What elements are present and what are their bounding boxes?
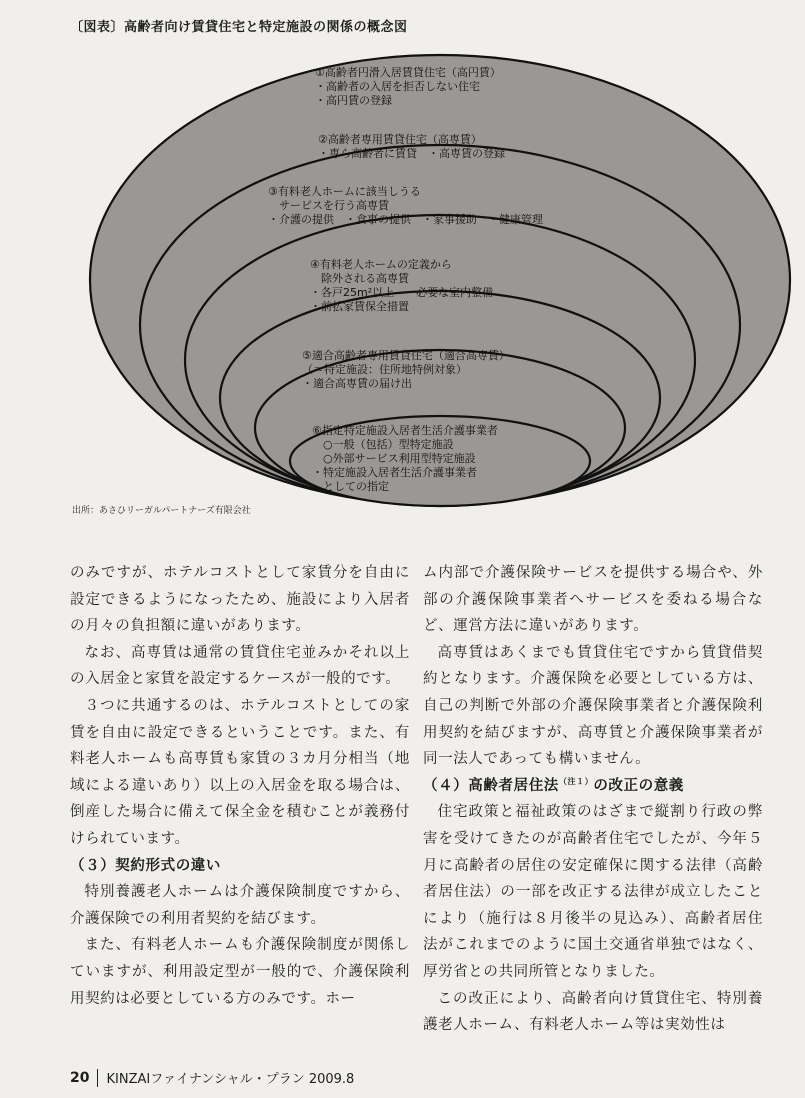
- body-paragraph: ３つに共通するのは、ホテルコストとしての家賃を自由に設定できるということです。また、有料老人ホームも高専賃も家賃の３カ月分相当（地域による違いあり）以上の入居金を取る場合は、倒産した場合に備えて保全金を積むことが義務付けられています。: [70, 697, 410, 847]
- body-paragraph: この改正により、高齢者向け賃貸住宅、特別養護老人ホーム、有料老人ホーム等は実効性は: [423, 990, 763, 1034]
- body-paragraph: のみですが、ホテルコストとして家賃分を自由に設定できるようになったため、施設により入居者の月々の負担額に違いがあります。: [70, 565, 410, 635]
- figure-source: 出所：あさひリーガルパートナーズ有限会社: [72, 506, 251, 516]
- page-footer: [70, 1068, 354, 1087]
- ring-2-label: ②高齢者専用賃貸住宅（高専賃） ・専ら高齢者に賃貸 ・高専賃の登録: [318, 133, 505, 160]
- page-number: 20: [70, 1069, 90, 1086]
- section-heading: [70, 853, 410, 880]
- body-paragraph: なお、高専賃は通常の賃貸住宅並みかそれ以上の入居金と家賃を設定するケースが一般的です。: [70, 644, 410, 688]
- body-paragraph: 高専賃はあくまでも賃貸住宅ですから賃貸借契約となります。介護保険を必要としている方は、自己の判断で外部の介護保険事業者と介護保険利用契約を結びますが、高専賃と介護保険事業者が同一法人であっても構いません。: [423, 644, 763, 768]
- left-column: [70, 560, 410, 1012]
- body-paragraph: 住宅政策と福祉政策のはざまで縦割り行政の弊害を受けてきたのが高齢者住宅でしたが、今年５月に高齢者の居住の安定確保に関する法律（高齢者居住法）の一部を改正する法律が成立したことにより（施行は８月後半の見込み）、高齢者居住法がこれまでのように国土交通省単独ではなく、厚労省との共同所管となりました。: [423, 804, 763, 980]
- body-paragraph: ム内部で介護保険サービスを提供する場合や、外部の介護保険事業者へサービスを委ねる場合など、運営方法に違いがあります。: [423, 565, 763, 635]
- heading-text: （４）高齢者居住法: [423, 777, 559, 794]
- publication-name: KINZAIファイナンシャル・プラン 2009.8: [106, 1072, 355, 1087]
- footnote-mark: （注１）: [558, 776, 594, 786]
- ring-6-label: ⑥指定特定施設入居者生活介護事業者 ○一般（包括）型特定施設 ○外部サービス利用型特定施設 ・特定施設入居者生活介護事業者 としての指定: [312, 424, 498, 493]
- ring-3-label: ③有料老人ホームに該当しうる サービスを行う高専賃 ・介護の提供 ・食事の提供 ・家事援助 ・健康管理: [268, 185, 543, 226]
- concept-diagram: [0, 0, 805, 520]
- body-paragraph: 特別養護老人ホームは介護保険制度ですから、介護保険での利用者契約を結びます。: [70, 884, 410, 927]
- section-heading: [423, 773, 763, 800]
- ring-5-label: ⑤適合高齢者専用賃貸住宅（適合高専賃） （＝特定施設：住所地特例対象） ・適合高専賃の届け出: [302, 349, 510, 390]
- figure-title: 〔図表〕高齢者向け賃貸住宅と特定施設の関係の概念図: [70, 20, 408, 35]
- body-paragraph: また、有料老人ホームも介護保険制度が関係していますが、利用設定型が一般的で、介護保険利用契約は必要としている方のみです。ホー: [70, 937, 410, 1007]
- ring-4-label: ④有料老人ホームの定義から 除外される高専賃 ・各戸25m²以上 ・必要な室内整備 ・前払家賃保全措置: [310, 258, 494, 313]
- heading-text-suffix: の改正の意義: [593, 777, 684, 794]
- ring-1-label: ①高齢者円滑入居賃貸住宅（高円賃） ・高齢者の入居を拒否しない住宅 ・高円賃の登録: [315, 66, 501, 107]
- right-column: [423, 560, 763, 1039]
- heading-text: （３）契約形式の違い: [70, 857, 221, 874]
- footer-divider: [97, 1069, 98, 1087]
